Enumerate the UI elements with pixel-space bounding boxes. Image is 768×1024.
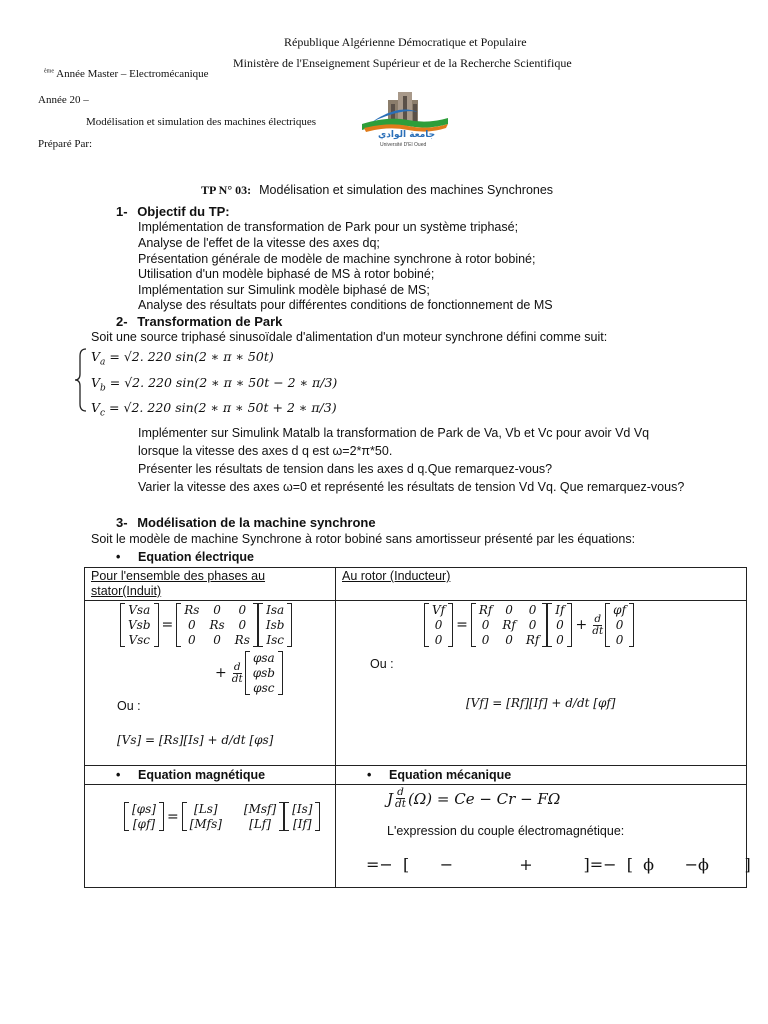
section1-number: 1- xyxy=(116,204,128,219)
matrix-cell: 0 xyxy=(505,603,513,617)
instruction-2: lorsque la vitesse des axes d q est ω=2*π*50. xyxy=(138,444,393,458)
year-level-text: Année Master – Electromécanique xyxy=(56,68,209,80)
matrix-cell: 0 xyxy=(556,618,564,632)
matrix-cell: φsb xyxy=(252,666,275,680)
couple-equation: =− [ − + ]=− [ ϕ −ϕ ] xyxy=(366,855,751,874)
rotor-header: Au rotor (Inducteur) xyxy=(342,569,451,583)
equals-sign: = xyxy=(166,808,179,825)
objective-item-6: Analyse des résultats pour différentes conditions de fonctionnement de MS xyxy=(138,298,553,312)
year-level-sup: ème xyxy=(44,68,54,75)
rotor-r-cells xyxy=(476,603,542,647)
table-bottom-border xyxy=(84,887,747,888)
tp-title-text: Modélisation et simulation des machines Synchrones xyxy=(259,183,554,197)
bullet-magnetic: • Equation magnétique xyxy=(138,768,265,782)
objective-item-3: Présentation générale de modèle de machine synchrone à rotor bobiné; xyxy=(138,252,536,266)
stator-matrix-equation xyxy=(120,603,292,647)
university-logo xyxy=(358,90,452,152)
table-right-border xyxy=(746,567,747,888)
vb-sub: b xyxy=(100,383,106,394)
table-top-border xyxy=(84,567,747,568)
objective-item-4: Utilisation d'un modèle biphasé de MS à rotor bobiné; xyxy=(138,267,435,281)
vb-lhs: V xyxy=(91,375,101,390)
matrix-cell: 0 xyxy=(481,633,490,647)
section3-number: 3- xyxy=(116,515,128,530)
matrix-cell: 0 xyxy=(434,618,443,632)
inertia-symbol: J xyxy=(387,789,394,808)
matrix-cell: 0 xyxy=(481,618,490,632)
course-name: Modélisation et simulation des machines électriques xyxy=(86,116,317,128)
matrix-cell: Vsa xyxy=(128,603,151,617)
bullet-mechanical: • Equation mécanique xyxy=(389,768,511,782)
matrix-cell: [Msf] xyxy=(243,802,277,816)
matrix-cell: 0 xyxy=(556,633,564,647)
matrix-cell: Rs xyxy=(209,618,225,632)
bracket-right xyxy=(448,603,453,647)
table-bullet-divider xyxy=(84,784,747,785)
stator-flux-term xyxy=(212,651,283,695)
section3-title: Modélisation de la machine synchrone xyxy=(137,515,376,530)
mechanical-equation xyxy=(387,787,560,810)
rotor-compact-equation: [Vf] = [Rf][If] + d/dt [φf] xyxy=(466,696,616,710)
matrix-cell: [Is] xyxy=(292,802,313,816)
matrix-cell: 0 xyxy=(434,633,443,647)
stator-resistance-matrix xyxy=(176,603,258,647)
vb-rhs: = √2. 220 sin(2 ∗ π ∗ 50t − 2 ∗ π/3) xyxy=(105,375,338,390)
rotor-current-vector xyxy=(547,603,572,647)
current-vector xyxy=(284,802,320,831)
matrix-cell: Vsb xyxy=(128,618,151,632)
section2-heading xyxy=(116,314,282,329)
rotor-i-cells xyxy=(552,603,567,647)
stator-flux-vector xyxy=(245,651,283,695)
bracket-right xyxy=(567,603,572,647)
matrix-cell: Rf xyxy=(502,618,516,632)
matrix-cell: 0 xyxy=(238,618,247,632)
flux-vector xyxy=(124,802,164,831)
mag-l-cells xyxy=(187,802,280,831)
stator-phi-cells xyxy=(250,651,278,695)
mag-phi-cells xyxy=(129,802,159,831)
tp-number: TP N° 03: xyxy=(201,183,252,197)
table-mid-border xyxy=(84,765,747,766)
plus-sign: + xyxy=(215,665,227,681)
rotor-flux-vector xyxy=(605,603,634,647)
matrix-cell: Rf xyxy=(525,633,540,647)
equals-sign: = xyxy=(456,617,468,633)
bullet-electric: • Equation électrique xyxy=(138,550,254,564)
bracket-right xyxy=(629,603,634,647)
matrix-cell: [Lf] xyxy=(249,817,271,831)
header-ministry: Ministère de l'Enseignement Supérieur et de la Recherche Scientifique xyxy=(233,56,572,70)
matrix-cell: [Mfs] xyxy=(189,817,222,831)
bracket-right xyxy=(278,651,283,695)
matrix-cell: [Ls] xyxy=(194,802,218,816)
table-header-divider xyxy=(84,600,747,601)
matrix-cell: φf xyxy=(613,603,627,617)
matrix-cell: 0 xyxy=(213,633,221,647)
matrix-cell: 0 xyxy=(188,618,196,632)
equation-va xyxy=(91,349,274,368)
couple-expression-label: L'expression du couple électromagnétique: xyxy=(387,824,625,838)
equation-vb xyxy=(91,375,337,394)
equals-sign: = xyxy=(161,617,174,633)
section1-title: Objectif du TP: xyxy=(137,204,230,219)
rotor-resistance-matrix xyxy=(471,603,547,647)
rotor-ou-label: Ou : xyxy=(370,657,394,671)
table-column-divider xyxy=(335,567,336,888)
section1-heading xyxy=(116,204,230,219)
matrix-cell: 0 xyxy=(188,633,196,647)
mechanical-eq-rhs: (Ω) = Ce − Cr − FΩ xyxy=(407,789,561,808)
frac-num: d xyxy=(594,612,602,625)
derivative-operator xyxy=(232,662,243,685)
table-left-border xyxy=(84,567,85,888)
matrix-cell: φsa xyxy=(252,651,275,665)
matrix-cell: 0 xyxy=(528,603,537,617)
matrix-cell: 0 xyxy=(213,603,221,617)
frac-den: dt xyxy=(592,624,604,637)
va-rhs: = √2. 220 sin(2 ∗ π ∗ 50t) xyxy=(105,349,274,364)
bracket-right xyxy=(154,603,159,647)
matrix-cell: 0 xyxy=(615,618,624,632)
vc-rhs: = √2. 220 sin(2 ∗ π ∗ 50t + 2 ∗ π/3) xyxy=(105,400,337,415)
system-brace xyxy=(74,348,88,412)
bracket-right xyxy=(315,802,320,831)
matrix-cell: 0 xyxy=(238,603,247,617)
vc-sub: c xyxy=(100,408,106,419)
section3-heading xyxy=(116,515,376,530)
matrix-cell: Vf xyxy=(432,603,446,617)
section3-intro: Soit le modèle de machine Synchrone à rotor bobiné sans amortisseur présenté par les équations: xyxy=(91,532,636,546)
matrix-cell: 0 xyxy=(505,633,513,647)
instruction-3: Présenter les résultats de tension dans les axes d q.Que remarquez-vous? xyxy=(138,462,553,476)
matrix-cell: Rf xyxy=(478,603,493,617)
matrix-cell: 0 xyxy=(528,618,537,632)
stator-header-line2: stator(Induit) xyxy=(91,584,162,598)
prepared-by: Préparé Par: xyxy=(38,138,93,150)
header-year-level xyxy=(44,68,209,80)
frac-den: dt xyxy=(231,672,243,685)
frac-num: d xyxy=(397,786,404,798)
equation-vc xyxy=(91,400,337,419)
section2-intro: Soit une source triphasé sinusoïdale d'alimentation d'un moteur synchrone défini comme suit: xyxy=(91,330,608,344)
matrix-cell: Isc xyxy=(266,633,284,647)
frac-num: d xyxy=(233,660,241,673)
stator-header-line1: Pour l'ensemble des phases au xyxy=(91,569,266,583)
section2-title: Transformation de Park xyxy=(137,314,283,329)
derivative-operator xyxy=(395,787,406,810)
academic-year: Année 20 – xyxy=(38,94,89,106)
matrix-cell: φsc xyxy=(253,681,275,695)
matrix-cell: [φf] xyxy=(132,817,156,831)
header-republic: République Algérienne Démocratique et Populaire xyxy=(284,35,527,49)
stator-current-vector xyxy=(258,603,293,647)
stator-r-cells xyxy=(181,603,253,647)
stator-compact-equation: [Vs] = [Rs][Is] + d/dt [φs] xyxy=(117,733,274,747)
objective-item-1: Implémentation de transformation de Park pour un système triphasé; xyxy=(138,220,519,234)
brace-graphic xyxy=(74,348,88,412)
instruction-4: Varier la vitesse des axes ω=0 et représenté les résultats de tension Vd Vq. Que remarquez-vous? xyxy=(138,480,685,494)
matrix-cell: Rs xyxy=(184,603,200,617)
bracket-right xyxy=(159,802,164,831)
inductance-matrix xyxy=(182,802,285,831)
matrix-cell: Rs xyxy=(234,633,250,647)
logo-subtext: Université D'El Oued xyxy=(380,142,427,148)
matrix-cell: [If] xyxy=(293,817,312,831)
va-lhs: V xyxy=(91,349,101,364)
stator-ou-label: Ou : xyxy=(117,699,141,713)
rotor-matrix-equation xyxy=(424,603,634,647)
mag-i-cells xyxy=(289,802,315,831)
tp-title xyxy=(201,181,553,199)
matrix-cell: [φs] xyxy=(132,802,156,816)
matrix-cell: If xyxy=(555,603,565,617)
rotor-voltage-vector xyxy=(424,603,453,647)
plus-sign: + xyxy=(575,617,588,633)
rotor-phi-cells xyxy=(610,603,629,647)
bracket-right xyxy=(287,603,292,647)
vc-lhs: V xyxy=(91,400,101,415)
frac-den: dt xyxy=(395,798,406,810)
matrix-cell: Vsc xyxy=(128,633,151,647)
matrix-cell: 0 xyxy=(615,633,624,647)
derivative-operator xyxy=(592,614,603,637)
matrix-cell: Isa xyxy=(266,603,285,617)
matrix-cell: Isb xyxy=(265,618,285,632)
magnetic-equation xyxy=(124,802,320,831)
va-sub: a xyxy=(100,357,106,368)
stator-i-cells xyxy=(263,603,288,647)
instruction-1: Implémenter sur Simulink Matalb la transformation de Park de Va, Vb et Vc pour avoir Vd Vq xyxy=(138,426,650,440)
section2-number: 2- xyxy=(116,314,128,329)
logo-arabic-text: جامعة الوادي xyxy=(378,130,436,140)
rotor-v-cells xyxy=(429,603,448,647)
stator-voltage-vector xyxy=(120,603,159,647)
stator-v-cells xyxy=(125,603,154,647)
objective-item-5: Implémentation sur Simulink modèle biphasé de MS; xyxy=(138,283,430,297)
objective-item-2: Analyse de l'effet de la vitesse des axes dq; xyxy=(138,236,380,250)
